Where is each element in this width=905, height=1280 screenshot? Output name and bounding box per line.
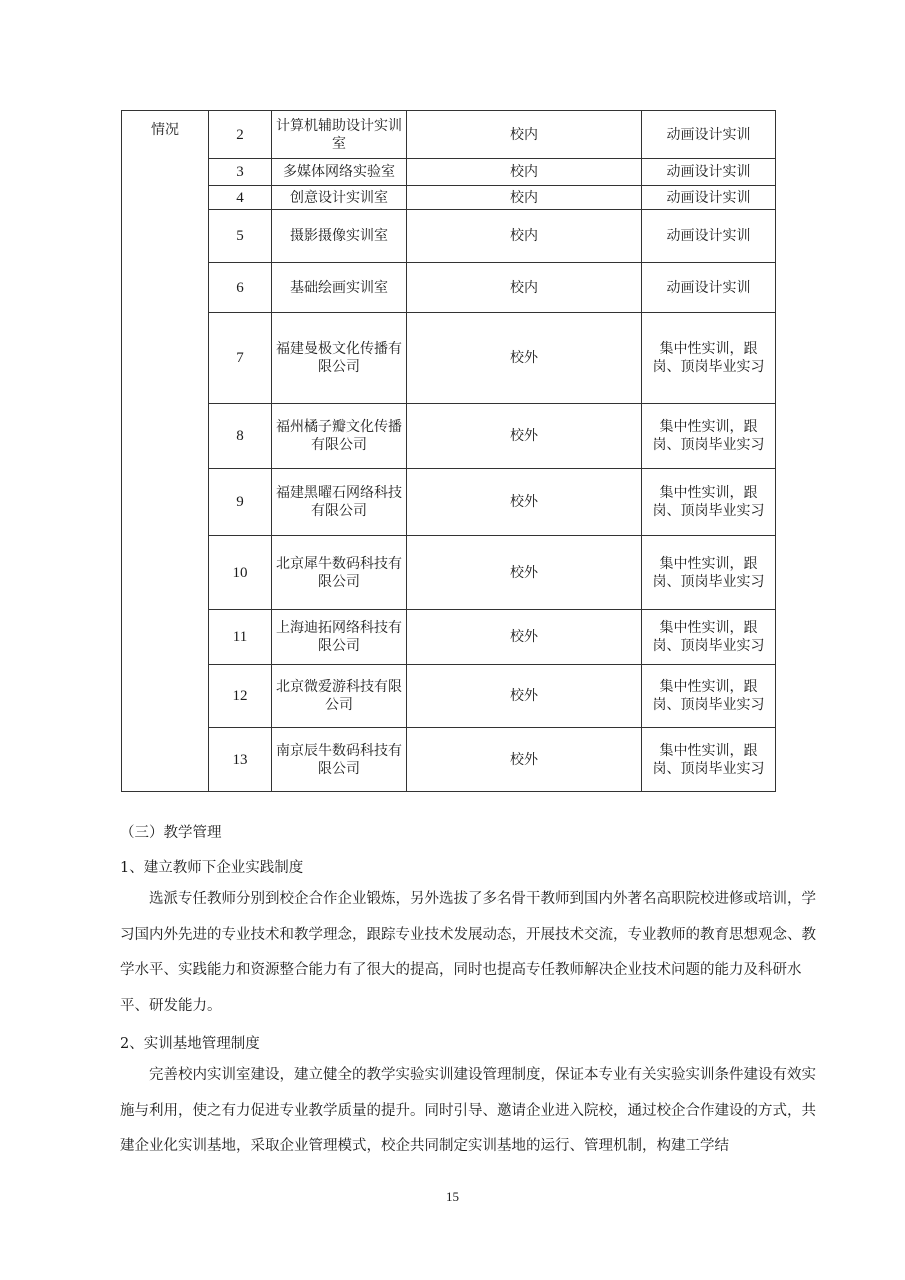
row-number-cell: 5 bbox=[209, 210, 272, 263]
table-row bbox=[122, 610, 776, 665]
base-name-cell: 上海迪拓网络科技有限公司 bbox=[272, 610, 407, 665]
location-cell: 校外 bbox=[407, 610, 642, 665]
location-cell: 校外 bbox=[407, 313, 642, 404]
base-name-cell: 北京微爱游科技有限公司 bbox=[272, 665, 407, 728]
training-base-table bbox=[121, 110, 776, 792]
usage-cell: 集中性实训，跟岗、顶岗毕业实习 bbox=[642, 665, 776, 728]
table-row bbox=[122, 186, 776, 210]
usage-cell: 集中性实训，跟岗、顶岗毕业实习 bbox=[642, 728, 776, 792]
base-name-cell: 摄影摄像实训室 bbox=[272, 210, 407, 263]
base-name-cell: 计算机辅助设计实训室 bbox=[272, 111, 407, 159]
usage-cell: 集中性实训，跟岗、顶岗毕业实习 bbox=[642, 313, 776, 404]
category-cell: 情况 bbox=[122, 111, 209, 792]
location-cell: 校内 bbox=[407, 111, 642, 159]
row-number-cell: 10 bbox=[209, 536, 272, 610]
base-name-cell: 福州橘子瓣文化传播有限公司 bbox=[272, 404, 407, 469]
usage-cell: 动画设计实训 bbox=[642, 159, 776, 186]
location-cell: 校内 bbox=[407, 186, 642, 210]
usage-cell: 动画设计实训 bbox=[642, 186, 776, 210]
row-number-cell: 3 bbox=[209, 159, 272, 186]
row-number-cell: 11 bbox=[209, 610, 272, 665]
section-heading: （三）教学管理 bbox=[120, 825, 222, 841]
table-row bbox=[122, 263, 776, 313]
location-cell: 校外 bbox=[407, 728, 642, 792]
paragraph-2-text: 完善校内实训室建设，建立健全的教学实验实训建设管理制度，保证本专业有关实验实训条件建设有效实施与利用，使之有力促进专业教学质量的提升。同时引导、邀请企业进入院校，通过校企合作建设的方式，共建企业化实训基地，采取企业管理模式，校企共同制定实训基地的运行、管理机制，构建工学结 bbox=[120, 1067, 816, 1154]
location-cell: 校内 bbox=[407, 159, 642, 186]
paragraph-1-text: 选派专任教师分别到校企合作企业锻炼，另外选拔了多名骨干教师到国内外著名高职院校进修或培训，学习国内外先进的专业技术和教学理念，跟踪专业技术发展动态，开展技术交流，专业教师的教育思想观念、教学水平、实践能力和资源整合能力有了很大的提高，同时也提高专任教师解决企业技术问题的能力及科研水平、研发能力。 bbox=[120, 891, 816, 1014]
location-cell: 校外 bbox=[407, 469, 642, 536]
subsection-heading-1: 1、建立教师下企业实践制度 bbox=[120, 860, 304, 876]
usage-cell: 集中性实训，跟岗、顶岗毕业实习 bbox=[642, 536, 776, 610]
usage-cell: 集中性实训，跟岗、顶岗毕业实习 bbox=[642, 404, 776, 469]
row-number-cell: 6 bbox=[209, 263, 272, 313]
usage-cell: 动画设计实训 bbox=[642, 210, 776, 263]
row-number-cell: 2 bbox=[209, 111, 272, 159]
table-row bbox=[122, 210, 776, 263]
location-cell: 校外 bbox=[407, 536, 642, 610]
row-number-cell: 4 bbox=[209, 186, 272, 210]
base-name-cell: 基础绘画实训室 bbox=[272, 263, 407, 313]
table-row bbox=[122, 404, 776, 469]
base-name-cell: 北京犀牛数码科技有限公司 bbox=[272, 536, 407, 610]
location-cell: 校外 bbox=[407, 665, 642, 728]
row-number-cell: 13 bbox=[209, 728, 272, 792]
page-number: 15 bbox=[446, 1189, 459, 1204]
base-name-cell: 福建黑曜石网络科技有限公司 bbox=[272, 469, 407, 536]
location-cell: 校内 bbox=[407, 210, 642, 263]
base-name-cell: 多媒体网络实验室 bbox=[272, 159, 407, 186]
row-number-cell: 9 bbox=[209, 469, 272, 536]
table-row bbox=[122, 469, 776, 536]
paragraph-1 bbox=[120, 882, 820, 1024]
subsection-heading-2: 2、实训基地管理制度 bbox=[120, 1036, 260, 1052]
row-number-cell: 7 bbox=[209, 313, 272, 404]
usage-cell: 动画设计实训 bbox=[642, 263, 776, 313]
usage-cell: 集中性实训，跟岗、顶岗毕业实习 bbox=[642, 469, 776, 536]
table-row bbox=[122, 665, 776, 728]
base-name-cell: 创意设计实训室 bbox=[272, 186, 407, 210]
table-row bbox=[122, 536, 776, 610]
base-name-cell: 福建曼极文化传播有限公司 bbox=[272, 313, 407, 404]
row-number-cell: 8 bbox=[209, 404, 272, 469]
table-row bbox=[122, 313, 776, 404]
usage-cell: 集中性实训，跟岗、顶岗毕业实习 bbox=[642, 610, 776, 665]
table-row bbox=[122, 111, 776, 159]
paragraph-2 bbox=[120, 1058, 820, 1165]
base-name-cell: 南京辰牛数码科技有限公司 bbox=[272, 728, 407, 792]
table-row bbox=[122, 728, 776, 792]
row-number-cell: 12 bbox=[209, 665, 272, 728]
location-cell: 校外 bbox=[407, 404, 642, 469]
table-row bbox=[122, 159, 776, 186]
location-cell: 校内 bbox=[407, 263, 642, 313]
usage-cell: 动画设计实训 bbox=[642, 111, 776, 159]
